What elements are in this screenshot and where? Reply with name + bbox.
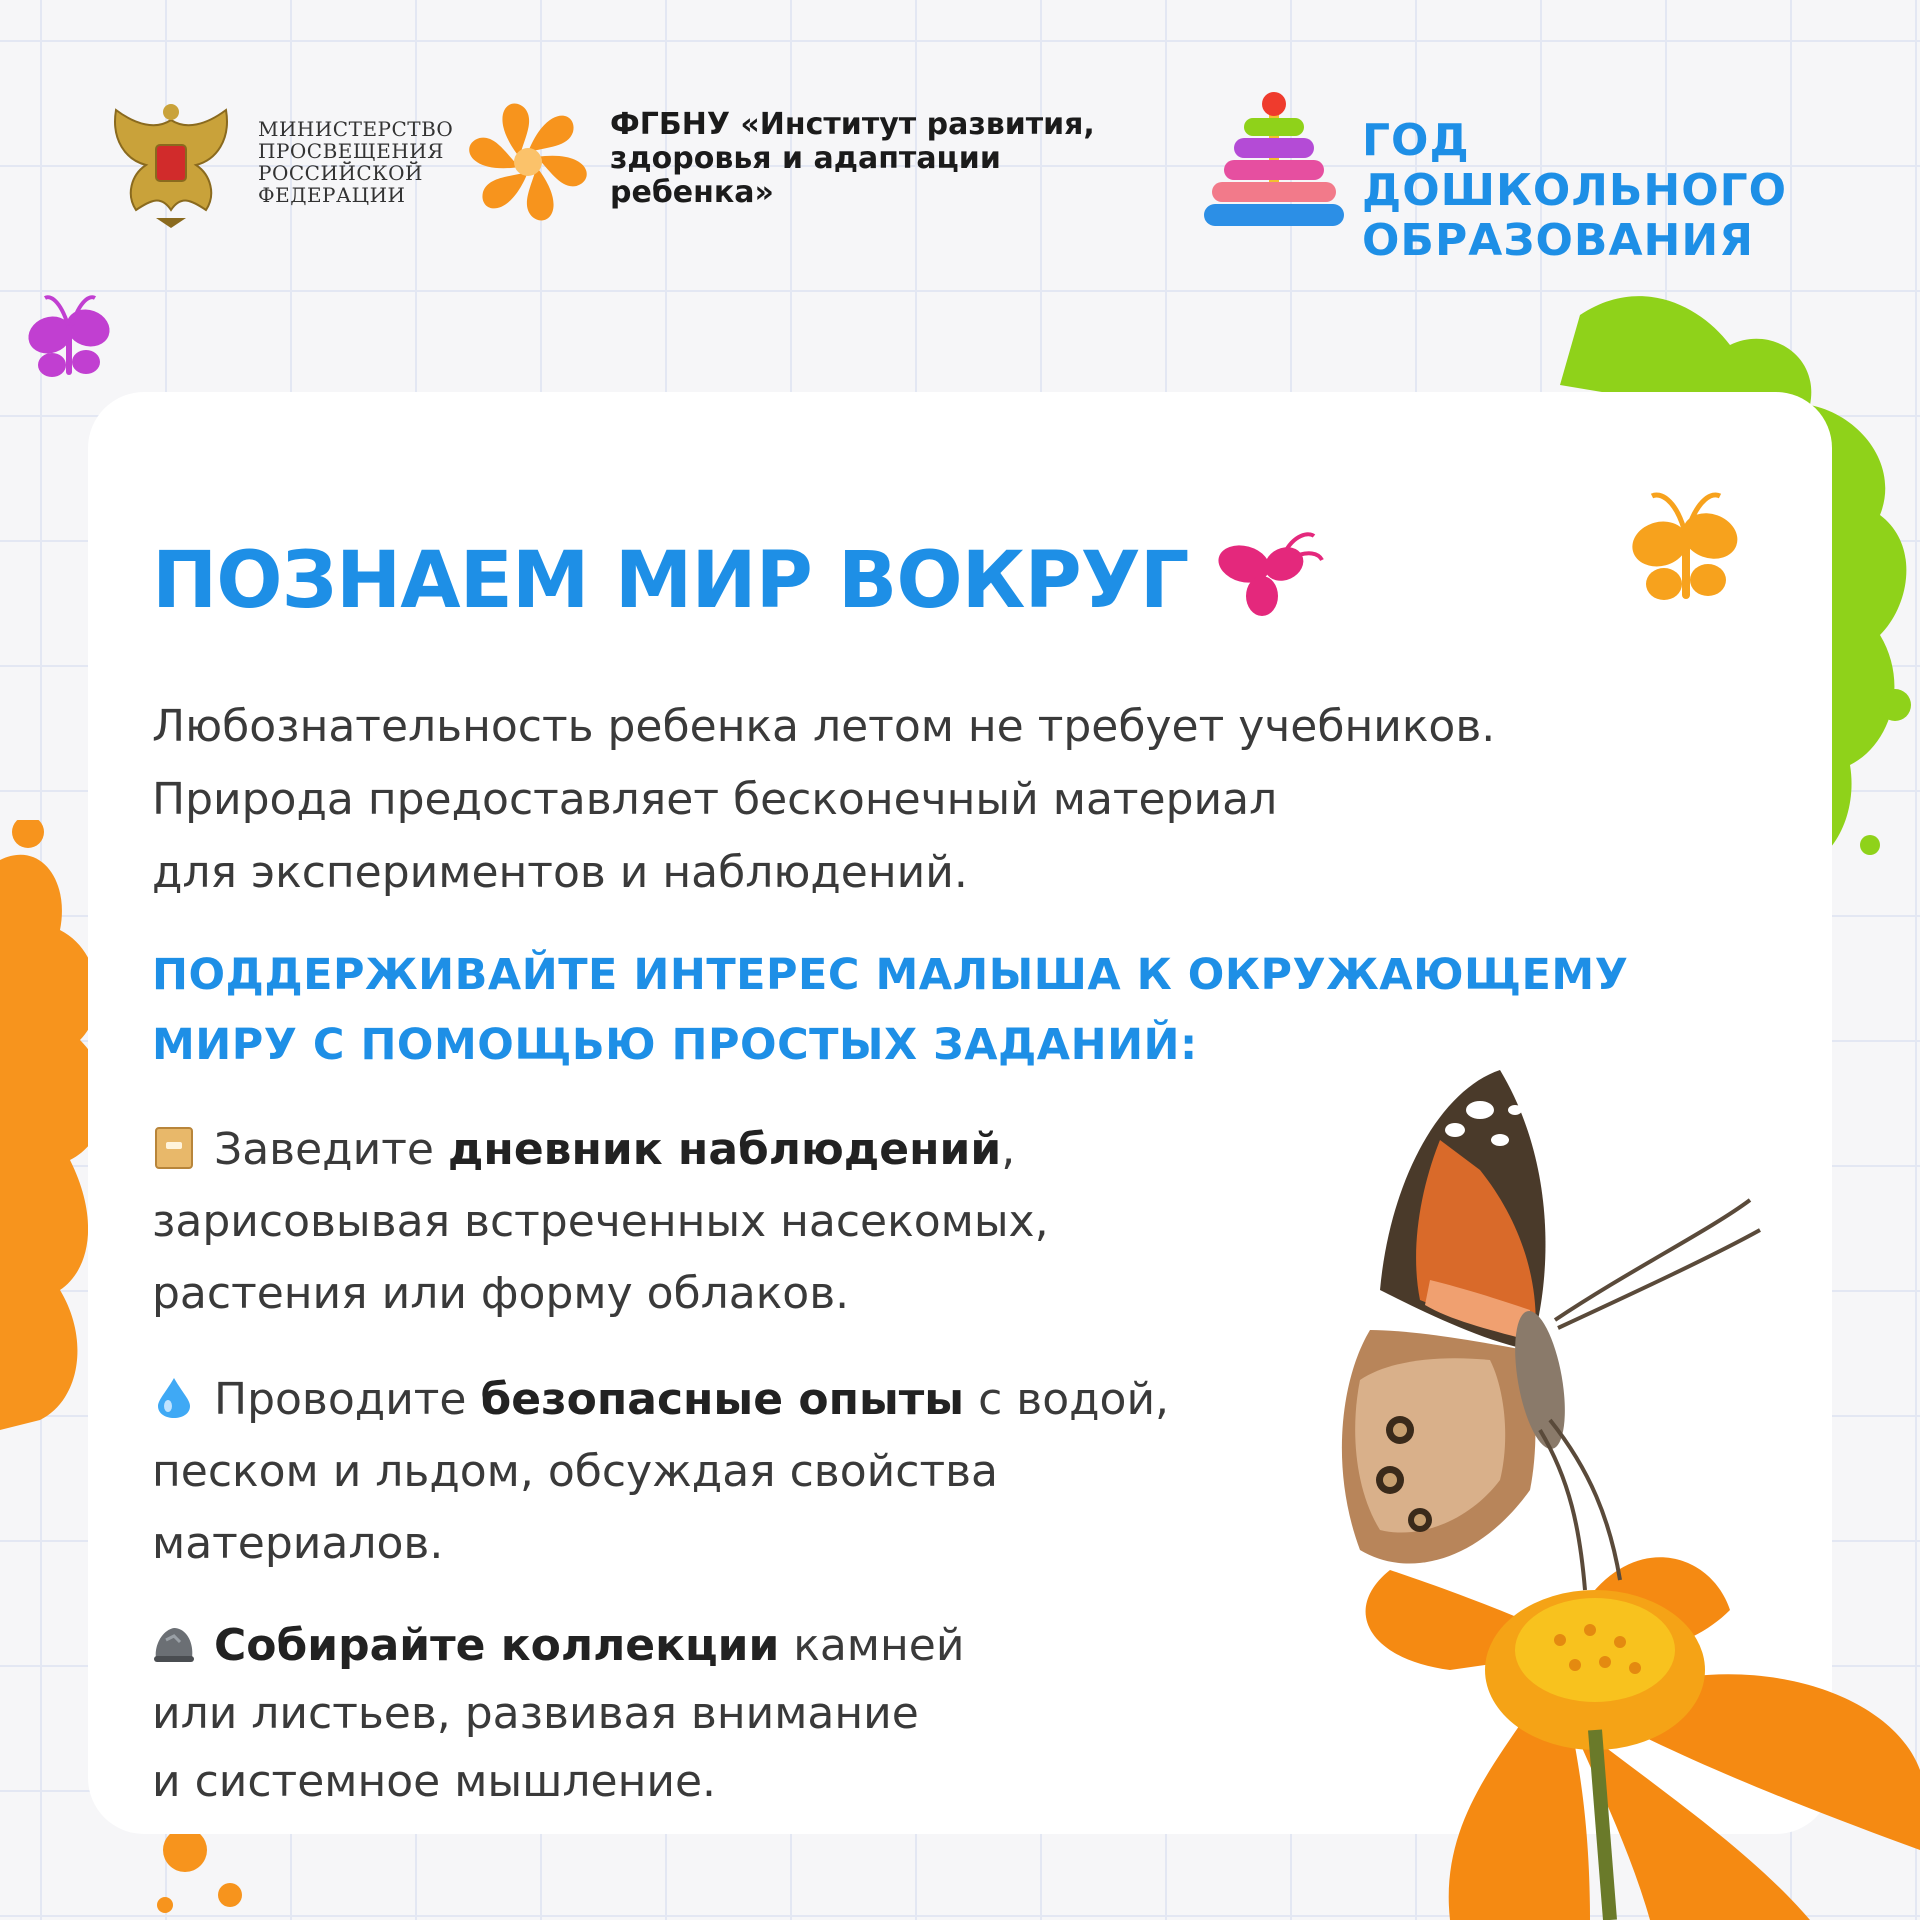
item-line: растения или форму облаков. xyxy=(152,1268,850,1319)
institute-line: здоровья и адаптации xyxy=(610,141,1001,176)
item-highlight: дневник наблюдений xyxy=(447,1124,1002,1175)
orange-butterfly-icon xyxy=(1620,474,1750,624)
ministry-line: РОССИЙСКОЙ xyxy=(258,161,423,185)
year-line: ГОД ДОШКОЛЬНОГО xyxy=(1362,115,1788,216)
item-line: и системное мышление. xyxy=(152,1756,717,1807)
ministry-line: ПРОСВЕЩЕНИЯ xyxy=(258,139,444,163)
item-text: камней xyxy=(779,1620,965,1671)
intro-line: Любознательность ребенка летом не требует учебников. xyxy=(152,701,1496,752)
intro-line: для экспериментов и наблюдений. xyxy=(152,847,968,898)
institute-line: ФГБНУ «Институт развития, xyxy=(610,107,1095,142)
institute-line: ребенка» xyxy=(610,175,774,210)
page-title: ПОЗНАЕМ МИР ВОКРУГ xyxy=(152,536,1189,626)
butterfly-on-flower-illustration xyxy=(1330,1050,1920,1920)
institute-name xyxy=(610,108,1130,210)
item-highlight: безопасные опыты xyxy=(480,1374,965,1425)
subtitle-line: ПОДДЕРЖИВАЙТЕ ИНТЕРЕС МАЛЫША К ОКРУЖАЮЩЕМУ xyxy=(152,950,1629,1000)
water-drop-icon xyxy=(152,1376,196,1420)
ministry-name xyxy=(258,118,458,206)
rock-icon xyxy=(152,1622,196,1666)
institute-swirl-logo-icon xyxy=(458,96,598,228)
intro-line: Природа предоставляет бесконечный материал xyxy=(152,774,1278,825)
ministry-emblem-icon xyxy=(96,100,246,230)
item-line: песком и льдом, обсуждая свойства xyxy=(152,1446,998,1497)
item-text: , xyxy=(1001,1124,1016,1175)
list-item xyxy=(152,1364,1252,1580)
year-of-preschool-education xyxy=(1362,116,1882,266)
item-line: материалов. xyxy=(152,1518,444,1569)
pyramid-toy-icon xyxy=(1204,92,1344,228)
item-line: зарисовывая встреченных насекомых, xyxy=(152,1196,1049,1247)
ministry-line: ФЕДЕРАЦИИ xyxy=(258,183,406,207)
pink-butterfly-icon xyxy=(1214,524,1324,624)
item-highlight: Собирайте коллекции xyxy=(214,1620,780,1671)
subtitle-line: МИРУ С ПОМОЩЬЮ ПРОСТЫХ ЗАДАНИЙ: xyxy=(152,1020,1198,1070)
item-text: Заведите xyxy=(214,1124,448,1175)
list-item xyxy=(152,1114,1252,1330)
item-line: или листьев, развивая внимание xyxy=(152,1688,919,1739)
purple-butterfly-icon xyxy=(20,280,120,390)
notebook-icon xyxy=(152,1126,196,1170)
intro-paragraph xyxy=(152,690,1672,909)
ministry-line: МИНИСТЕРСТВО xyxy=(258,117,454,141)
item-text: с водой, xyxy=(964,1374,1170,1425)
item-text: Проводите xyxy=(214,1374,481,1425)
list-item xyxy=(152,1612,1252,1816)
year-line: ОБРАЗОВАНИЯ xyxy=(1362,215,1755,266)
